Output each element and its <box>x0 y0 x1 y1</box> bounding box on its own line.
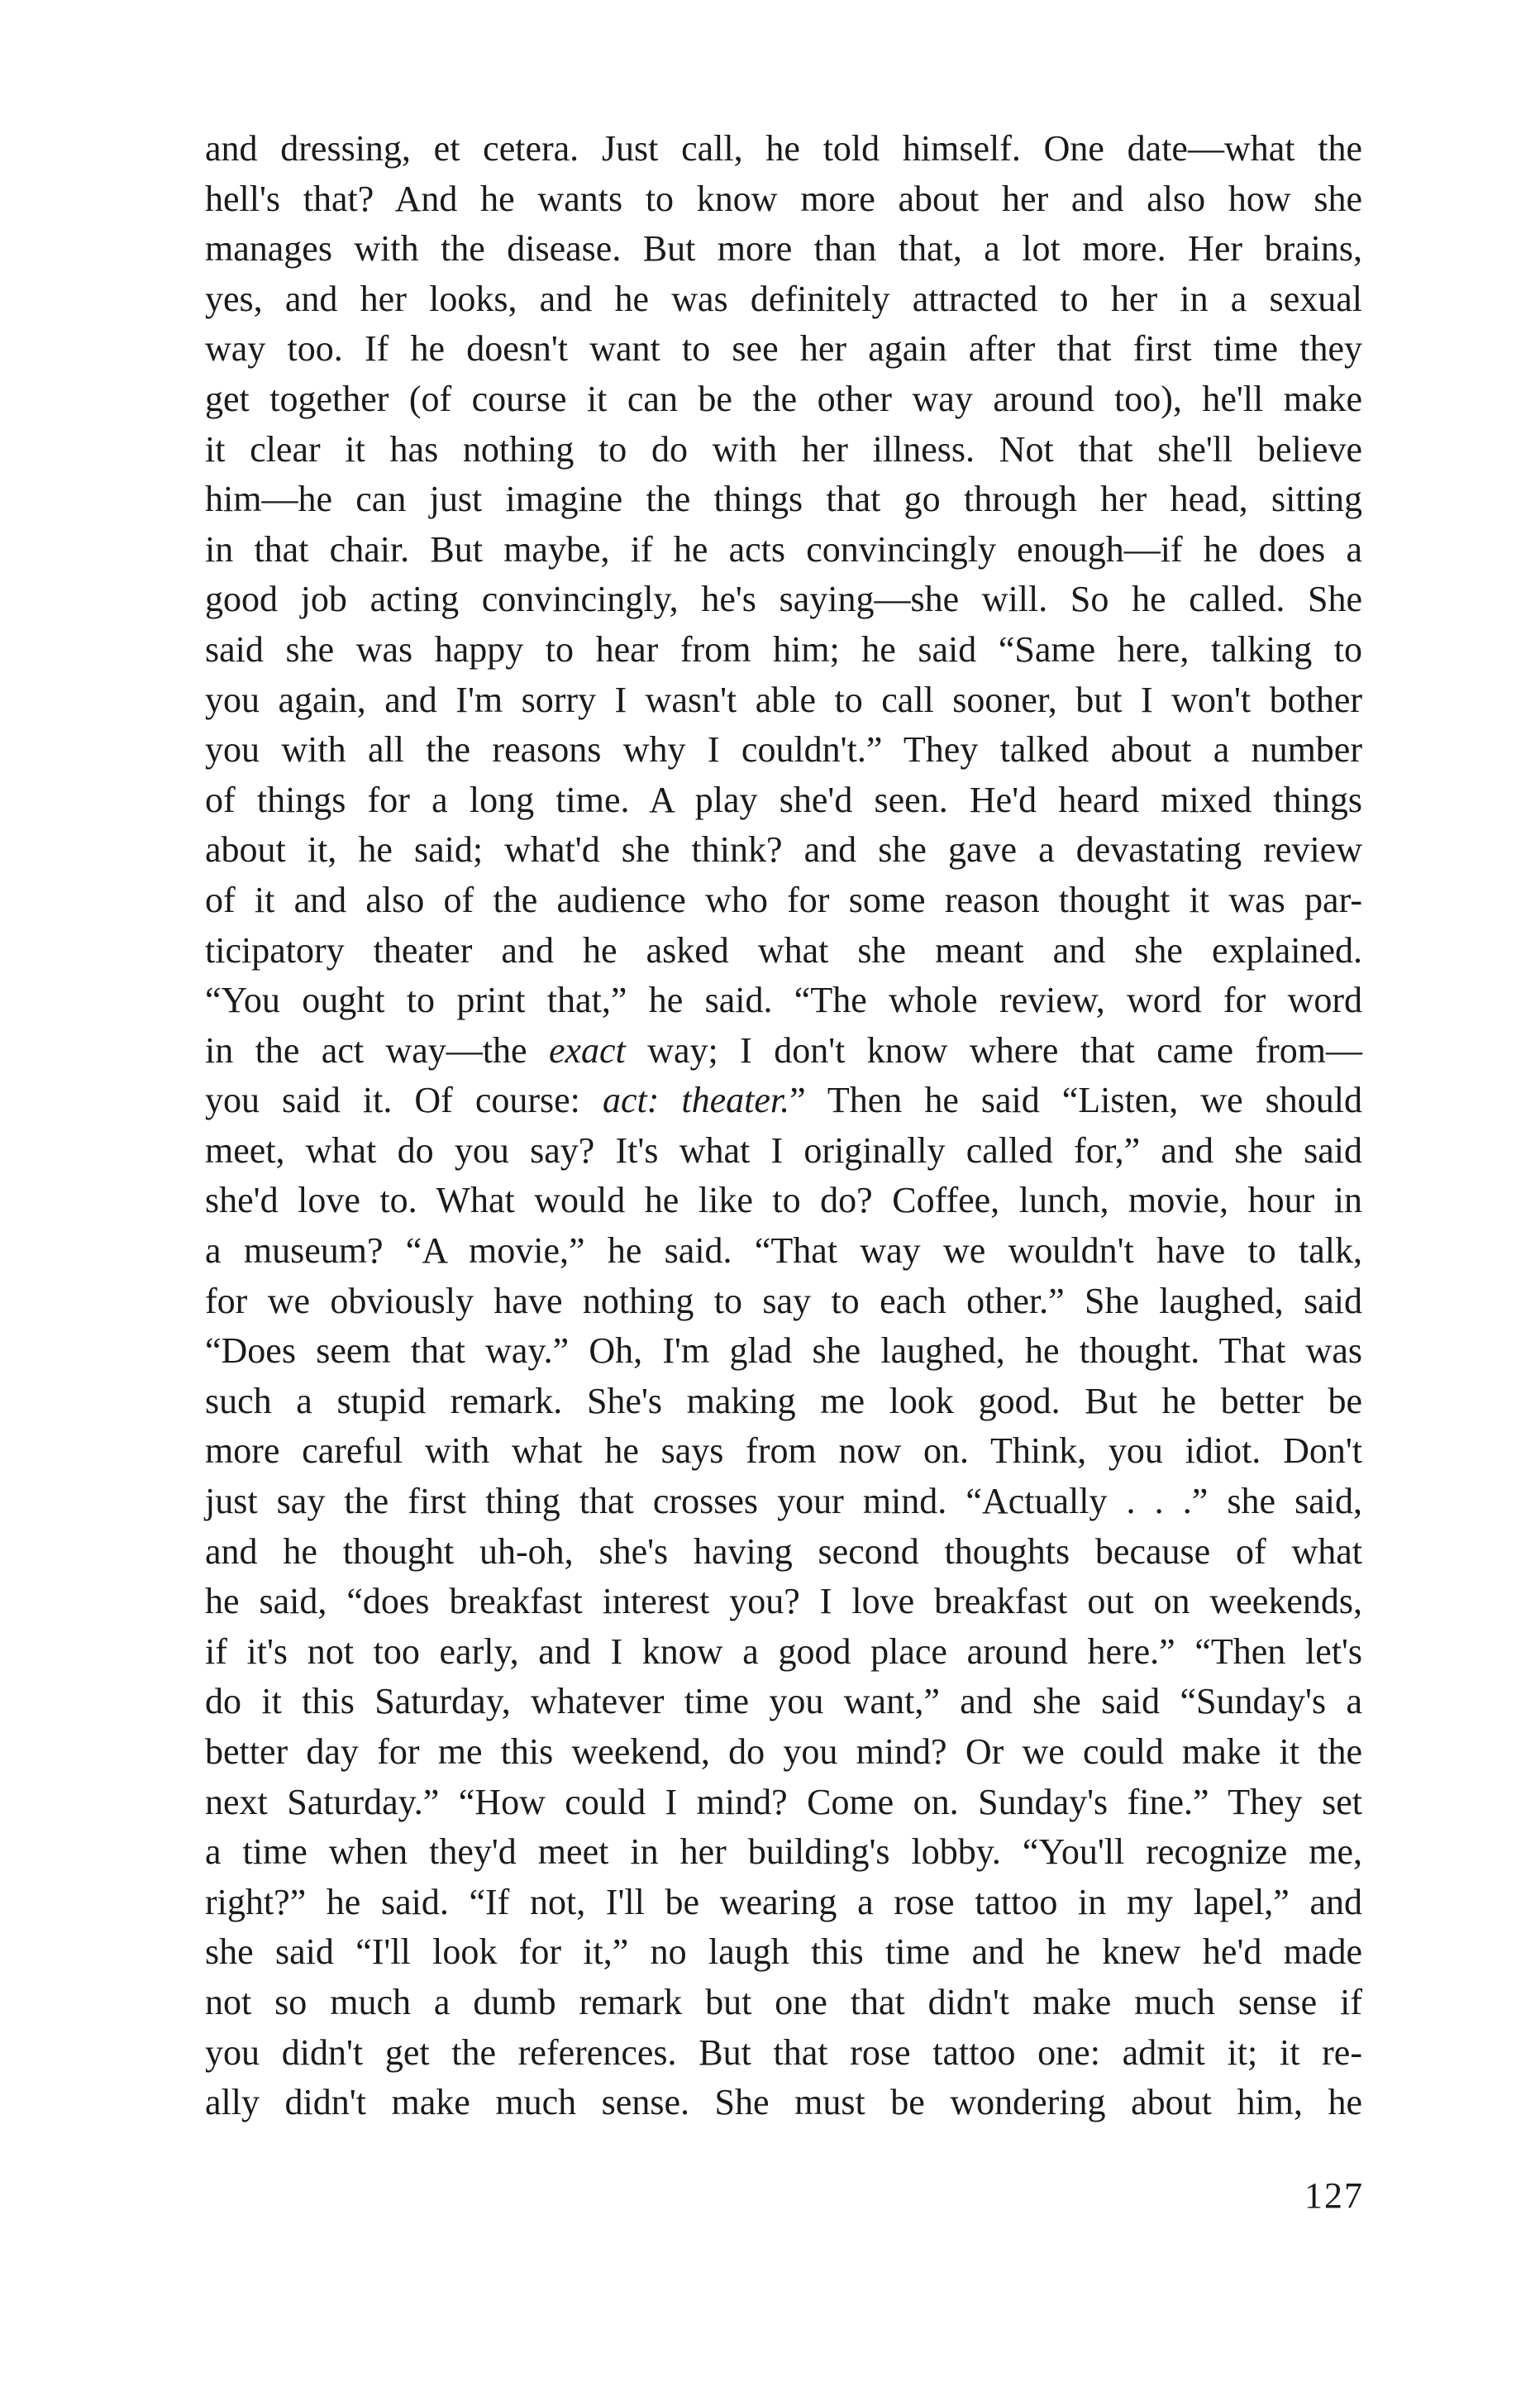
body-text <box>205 124 1362 2128</box>
text-line: good job acting convincingly, he's saying—she will. So he called. She <box>205 579 1362 620</box>
text-line: hell's that? And he wants to know more about her and also how she <box>205 178 1362 219</box>
text-line: she'd love to. What would he like to do? Coffee, lunch, movie, hour in <box>205 1180 1362 1221</box>
text-line: meet, what do you say? It's what I originally called for,” and she said <box>205 1129 1362 1171</box>
text-line: for we obviously have nothing to say to each other.” She laughed, said <box>205 1280 1362 1321</box>
text-line: of things for a long time. A play she'd seen. He'd heard mixed things <box>205 779 1362 820</box>
text-line: manages with the disease. But more than that, a lot more. Her brains, <box>205 228 1362 270</box>
text-line: a time when they'd meet in her building's lobby. “You'll recognize me, <box>205 1831 1362 1873</box>
text-line: ticipatory theater and he asked what she meant and she explained. <box>205 929 1362 971</box>
text-line: a museum? “A movie,” he said. “That way we wouldn't have to talk, <box>205 1230 1362 1272</box>
text-line: ally didn't make much sense. She must be wondering about him, he <box>205 2082 1362 2123</box>
text-line: not so much a dumb remark but one that didn't make much sense if <box>205 1981 1362 2022</box>
text-line: and dressing, et cetera. Just call, he told himself. One date—what the <box>205 128 1362 169</box>
text-line: next Saturday.” “How could I mind? Come on. Sunday's fine.” They set <box>205 1781 1362 1822</box>
text-line: of it and also of the audience who for some reason thought it was par- <box>205 879 1362 920</box>
text-line: right?” he said. “If not, I'll be wearing a rose tattoo in my lapel,” and <box>205 1881 1362 1922</box>
text-line: do it this Saturday, whatever time you want,” and she said “Sunday's a <box>205 1681 1362 1722</box>
page-number: 127 <box>1304 2175 1364 2216</box>
text-line: in that chair. But maybe, if he acts convincingly enough—if he does a <box>205 528 1362 570</box>
text-line: him—he can just imagine the things that go through her head, sitting <box>205 479 1362 520</box>
text-line: just say the first thing that crosses your mind. “Actually . . .” she said, <box>205 1481 1362 1522</box>
text-line: better day for me this weekend, do you mind? Or we could make it the <box>205 1731 1362 1772</box>
text-line: it clear it has nothing to do with her illness. Not that she'll believe <box>205 428 1362 470</box>
text-line: about it, he said; what'd she think? and she gave a devastating review <box>205 829 1362 871</box>
text-line: you again, and I'm sorry I wasn't able to call sooner, but I won't bother <box>205 679 1362 720</box>
text-line: yes, and her looks, and he was definitely attracted to her in a sexual <box>205 278 1362 319</box>
text-line: such a stupid remark. She's making me look good. But he better be <box>205 1380 1362 1421</box>
text-line: if it's not too early, and I know a good place around here.” “Then let's <box>205 1630 1362 1672</box>
text-line: get together (of course it can be the other way around too), he'll make <box>205 378 1362 419</box>
text-line: way too. If he doesn't want to see her again after that first time they <box>205 328 1362 370</box>
text-line: he said, “does breakfast interest you? I love breakfast out on weekends, <box>205 1581 1362 1622</box>
text-line: you said it. Of course: act: theater.” Then he said “Listen, we should <box>205 1080 1362 1121</box>
text-line: “You ought to print that,” he said. “The whole review, word for word <box>205 980 1362 1021</box>
text-line: more careful with what he says from now on. Think, you idiot. Don't <box>205 1430 1362 1472</box>
text-line: and he thought uh-oh, she's having second thoughts because of what <box>205 1530 1362 1572</box>
text-line: you with all the reasons why I couldn't.” They talked about a number <box>205 729 1362 771</box>
text-line: said she was happy to hear from him; he said “Same here, talking to <box>205 628 1362 670</box>
text-line: she said “I'll look for it,” no laugh this time and he knew he'd made <box>205 1931 1362 1973</box>
text-line: you didn't get the references. But that rose tattoo one: admit it; it re- <box>205 2031 1362 2073</box>
text-line: “Does seem that way.” Oh, I'm glad she laughed, he thought. That was <box>205 1330 1362 1372</box>
text-line: in the act way—the exact way; I don't know where that came from— <box>205 1029 1362 1071</box>
